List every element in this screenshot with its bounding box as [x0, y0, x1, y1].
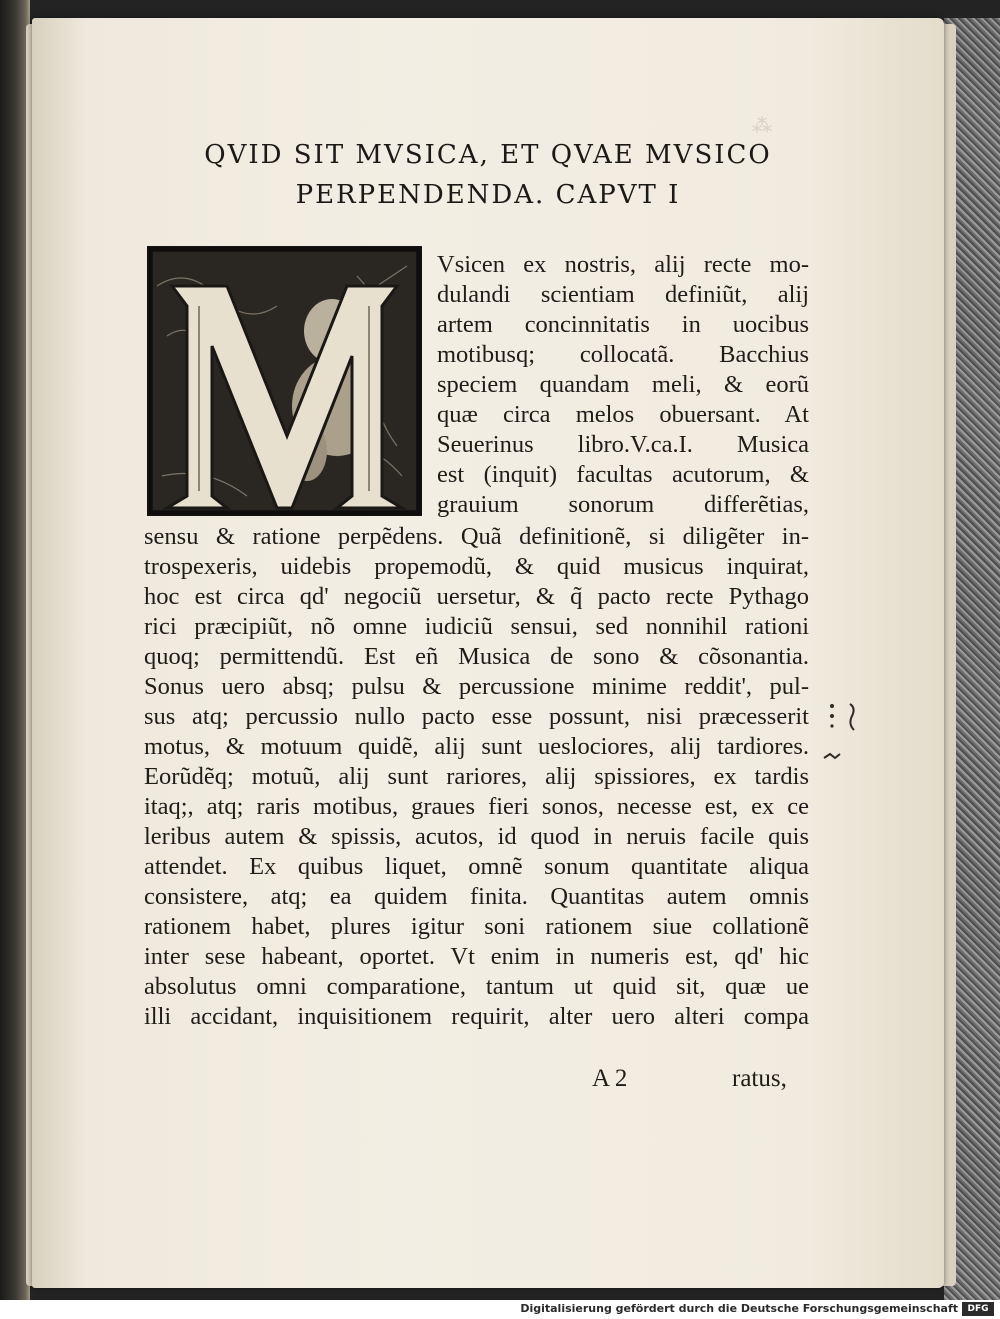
text-line: rici præcipiũt, nõ omne iudiciũ sensui, sed nonnihil rationi [144, 613, 809, 640]
margin-annotation-marks [812, 698, 882, 768]
text-line: absolutus omni comparatione, tantum ut quid sit, quæ ue [144, 973, 809, 1000]
catchline [592, 1065, 809, 1099]
chapter-heading-line-2: PERPENDENDA. CAPVT I [295, 180, 681, 210]
text-line: Seuerinus libro.V.ca.I. Musica [437, 431, 809, 458]
text-line: Vsicen ex nostris, alij recte mo- [437, 251, 809, 278]
woodcut-initial-m [147, 246, 422, 516]
text-line: sensu & ratione perpẽdens. Quã definitionẽ, si diligẽter in- [144, 523, 809, 550]
text-line: Sonus uero absq; pulsu & percussione minime reddit', pul- [144, 673, 809, 700]
text-line: illi accidant, inquisitionem requirit, alter uero alteri compa [144, 1003, 809, 1030]
text-line: dulandi scientiam definiũt, alij [437, 281, 809, 308]
text-line: motibusq; collocatã. Bacchius [437, 341, 809, 368]
catchword: ratus, [732, 1065, 787, 1092]
text-line: itaq;, atq; raris motibus, graues fieri sonos, necesse est, ex ce [144, 793, 809, 820]
text-line: quæ circa melos obuersant. At [437, 401, 809, 428]
text-line: Eorũdẽq; motuũ, alij sunt rariores, alij spissiores, ex tardis [144, 763, 809, 790]
text-line: sus atq; percussio nullo pacto esse possunt, nisi præcesserit [144, 703, 809, 730]
text-line: trospexeris, uidebis propemodũ, & quid musicus inquirat, [144, 553, 809, 580]
text-line: est (inquit) facultas acutorum, & [437, 461, 809, 488]
funding-notice: Digitalisierung gefördert durch die Deutsche Forschungsgemeinschaft [520, 1302, 958, 1315]
bleed-through: ⁂ [752, 113, 772, 137]
woodcut-initial-image [147, 246, 422, 516]
text-line: rationem habet, plures igitur soni rationem siue collationẽ [144, 913, 809, 940]
text-line: inter sese habeant, oportet. Vt enim in numeris est, qd' hic [144, 943, 809, 970]
text-line: hoc est circa qd' negociũ uersetur, & q̃ pacto recte Pythago [144, 583, 809, 610]
text-line: attendet. Ex quibus liquet, omnẽ sonum quantitate aliqua [144, 853, 809, 880]
text-line: grauium sonorum differẽtias, [437, 491, 809, 518]
text-line: quoq; permittendũ. Est eñ Musica de sono & cõsonantia. [144, 643, 809, 670]
text-line: artem concinnitatis in uocibus [437, 311, 809, 338]
signature-mark: A 2 [592, 1065, 628, 1092]
book-page [32, 18, 944, 1288]
footer-bar [0, 1300, 1000, 1319]
text-line: leribus autem & spissis, acutos, id quod in neruis facile quis [144, 823, 809, 850]
text-line: motus, & motuum quidẽ, alij sunt ueslociores, alij tardiores. [144, 733, 809, 760]
text-line: speciem quandam meli, & eorũ [437, 371, 809, 398]
text-line: consistere, atq; ea quidem finita. Quantitas autem omnis [144, 883, 809, 910]
dfg-logo: DFG [962, 1302, 994, 1316]
chapter-heading-line-1: QVID SIT MVSICA, ET QVAE MVSICO [204, 140, 772, 170]
